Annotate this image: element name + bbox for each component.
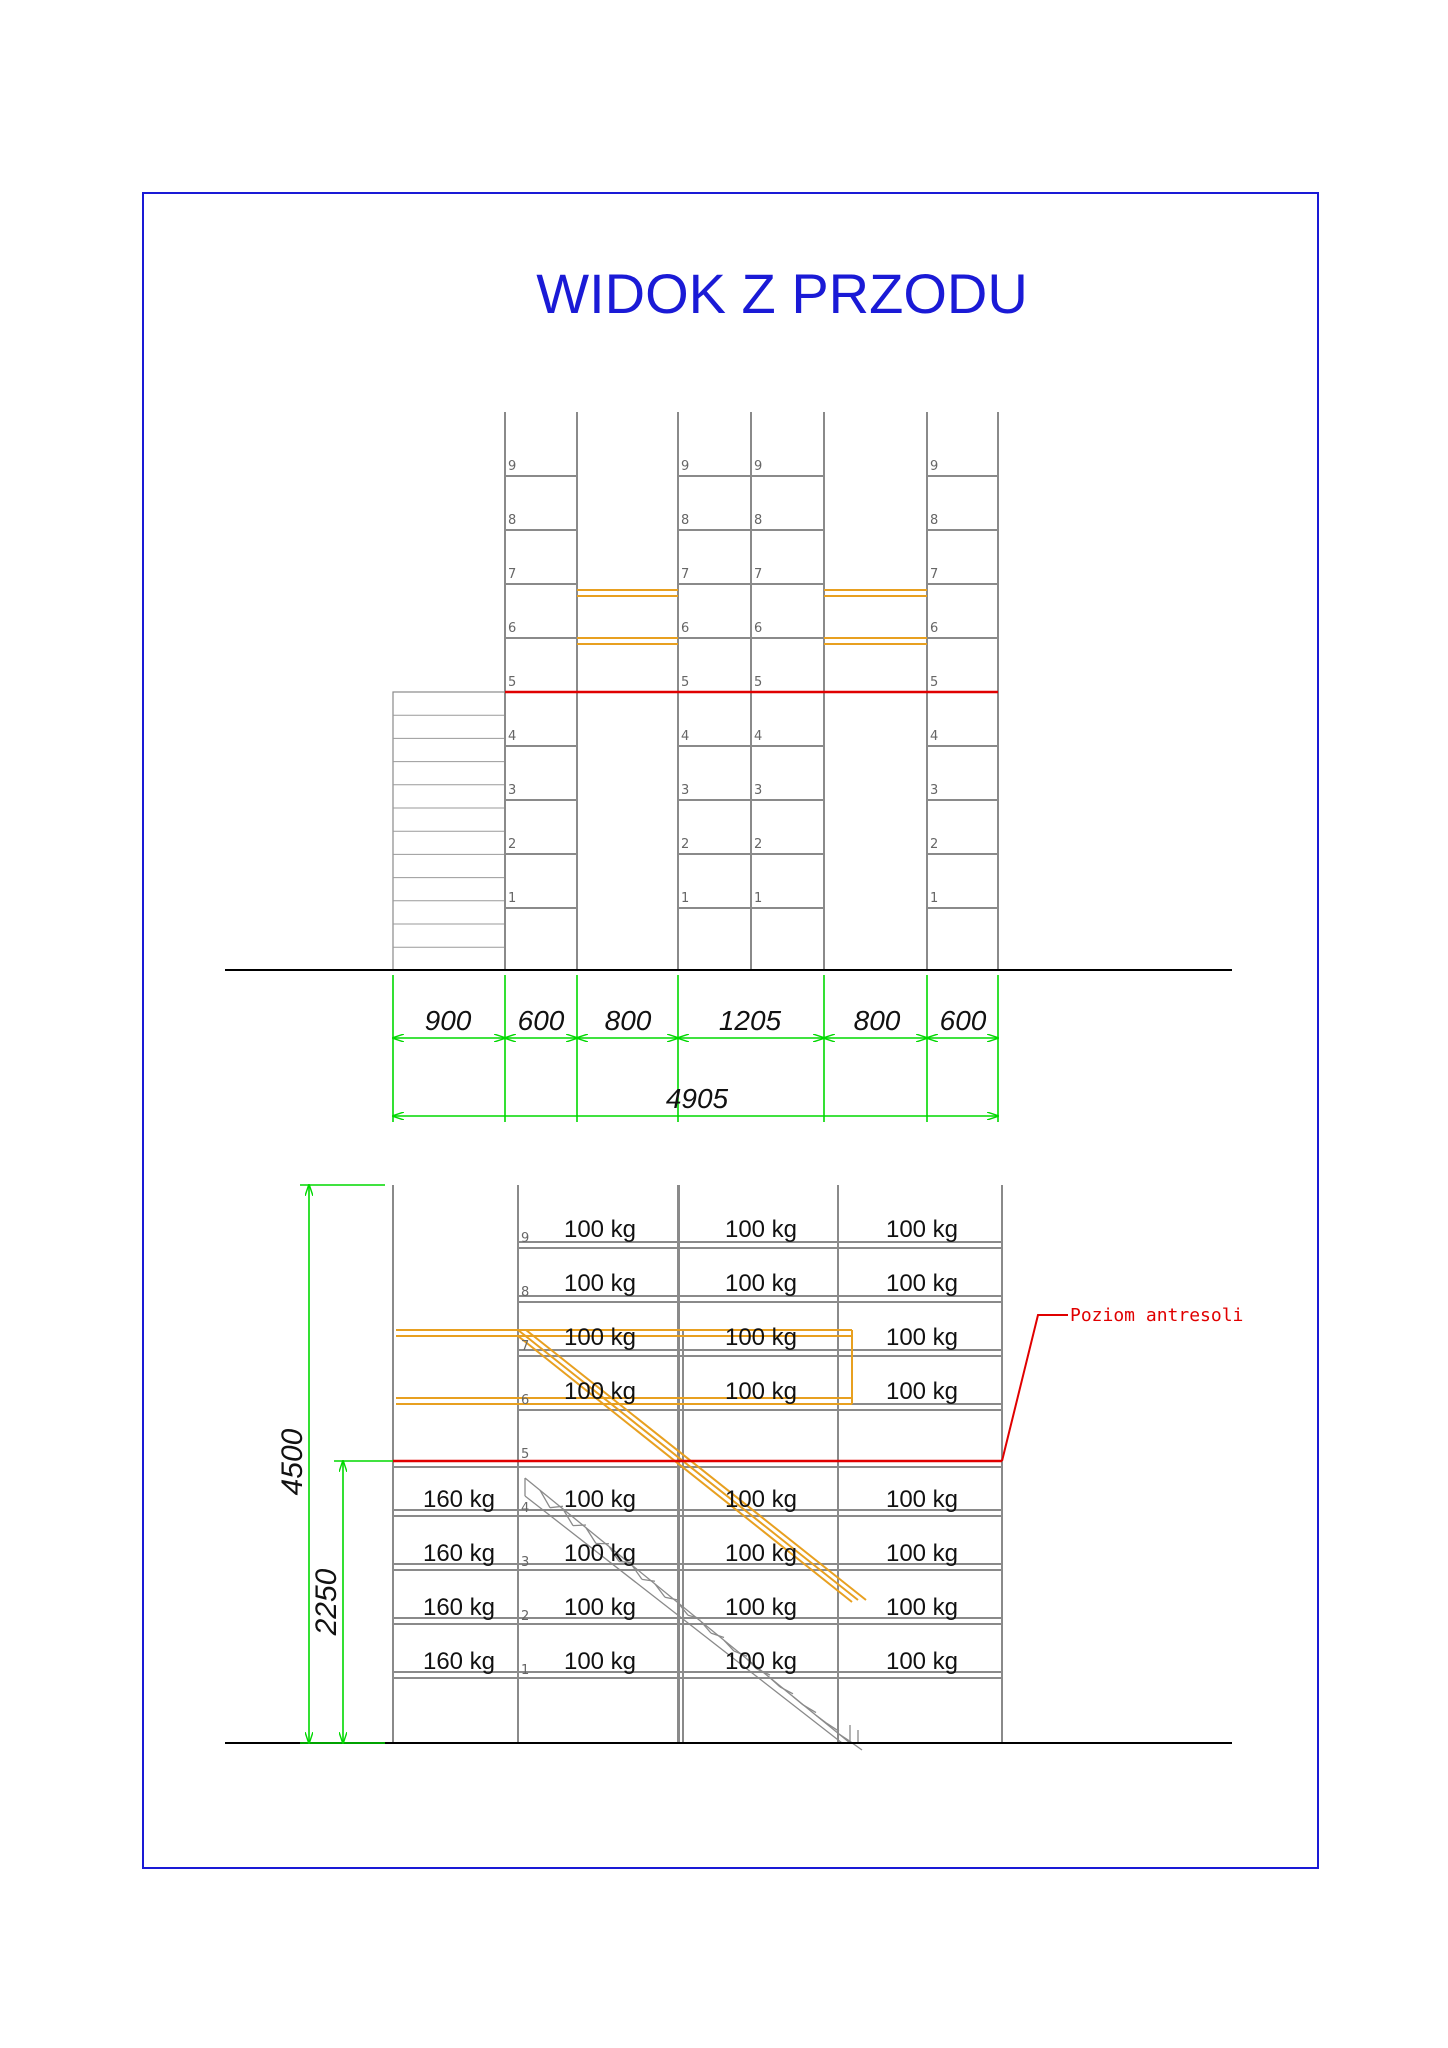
level-number: 7	[930, 567, 939, 582]
dim-total-height: 4500	[276, 1428, 309, 1496]
load-label: 100 kg	[885, 1540, 959, 1567]
load-label: 100 kg	[885, 1216, 959, 1243]
load-label: 100 kg	[724, 1648, 798, 1675]
level-number: 4	[681, 729, 690, 744]
level-number: 5	[930, 675, 939, 690]
stair-tread	[573, 1525, 586, 1526]
level-number: 8	[508, 513, 517, 528]
load-label: 160 kg	[422, 1540, 496, 1567]
dim-bay-1: 900	[424, 1005, 472, 1036]
level-number: 5	[508, 675, 517, 690]
dim-bay-5: 800	[853, 1005, 901, 1036]
load-label: 100 kg	[724, 1594, 798, 1621]
load-label: 100 kg	[563, 1540, 637, 1567]
load-label: 100 kg	[563, 1378, 637, 1405]
mezzanine-label: Poziom antresoli	[1070, 1305, 1244, 1326]
dim-bay-2: 600	[517, 1005, 565, 1036]
level-number: 2	[508, 837, 517, 852]
load-label: 100 kg	[724, 1486, 798, 1513]
level-number: 5	[754, 675, 763, 690]
drawing-title: WIDOK Z PRZODU	[536, 262, 1028, 325]
load-label: 100 kg	[885, 1324, 959, 1351]
load-label: 100 kg	[724, 1540, 798, 1567]
stair-tread	[780, 1687, 793, 1694]
level-number: 7	[508, 567, 517, 582]
level-number: 6	[681, 621, 690, 636]
load-labels	[423, 1216, 958, 1675]
level-number: 2	[681, 837, 690, 852]
stair-tread	[803, 1705, 816, 1713]
load-label: 100 kg	[885, 1270, 959, 1297]
level-number: 1	[521, 1663, 530, 1678]
load-label: 100 kg	[885, 1648, 959, 1675]
load-label: 100 kg	[563, 1324, 637, 1351]
stair-tread	[770, 1678, 780, 1687]
level-number: 3	[754, 783, 763, 798]
side-elevation-view	[225, 1185, 1243, 1750]
dim-mezzanine-height: 2250	[310, 1568, 343, 1636]
level-number: 6	[508, 621, 517, 636]
level-number: 3	[521, 1555, 530, 1570]
load-label: 100 kg	[724, 1270, 798, 1297]
staircase-block	[393, 692, 505, 970]
load-label: 100 kg	[563, 1486, 637, 1513]
mezzanine-leader-line	[1002, 1315, 1068, 1461]
level-number: 9	[521, 1231, 530, 1246]
load-label: 100 kg	[563, 1648, 637, 1675]
stair-tread	[540, 1490, 550, 1507]
level-number: 2	[521, 1609, 530, 1624]
load-label: 100 kg	[724, 1216, 798, 1243]
stair-tread	[816, 1715, 826, 1722]
level-number: 1	[508, 891, 517, 906]
level-number: 5	[681, 675, 690, 690]
dim-bay-4: 1205	[718, 1005, 782, 1036]
level-number: 6	[754, 621, 763, 636]
level-number: 1	[681, 891, 690, 906]
level-number: 4	[754, 729, 763, 744]
front-elevation-view	[225, 412, 1232, 1122]
level-number: 4	[521, 1501, 530, 1516]
level-number: 7	[754, 567, 763, 582]
level-number: 4	[508, 729, 517, 744]
level-number: 8	[521, 1285, 530, 1300]
level-number: 5	[521, 1447, 530, 1462]
load-label: 100 kg	[563, 1216, 637, 1243]
level-number: 6	[930, 621, 939, 636]
load-label: 100 kg	[724, 1378, 798, 1405]
level-number: 1	[930, 891, 939, 906]
level-number: 2	[930, 837, 939, 852]
load-label: 100 kg	[724, 1324, 798, 1351]
load-label: 160 kg	[422, 1648, 496, 1675]
dim-total-width: 4905	[665, 1083, 729, 1114]
load-label: 160 kg	[422, 1594, 496, 1621]
level-number: 1	[754, 891, 763, 906]
stair-tread	[642, 1579, 655, 1581]
level-number: 8	[930, 513, 939, 528]
stair-tread	[793, 1697, 803, 1705]
stair-tread	[711, 1633, 724, 1637]
level-numbers	[521, 1231, 529, 1678]
level-number: 8	[681, 513, 690, 528]
level-number: 6	[521, 1393, 530, 1408]
level-number: 2	[754, 837, 763, 852]
level-number: 9	[681, 459, 690, 474]
level-number: 3	[508, 783, 517, 798]
load-label: 100 kg	[885, 1486, 959, 1513]
level-number: 3	[681, 783, 690, 798]
load-label: 100 kg	[885, 1594, 959, 1621]
load-label: 160 kg	[422, 1486, 496, 1513]
dim-bay-6: 600	[939, 1005, 987, 1036]
level-number: 9	[508, 459, 517, 474]
level-number: 4	[930, 729, 939, 744]
level-number: 7	[681, 567, 690, 582]
dim-bay-3: 800	[604, 1005, 652, 1036]
height-dimensions	[300, 1185, 393, 1743]
stair-tread	[839, 1734, 849, 1741]
level-number: 9	[754, 459, 763, 474]
load-label: 100 kg	[563, 1270, 637, 1297]
level-number: 8	[754, 513, 763, 528]
level-number: 3	[930, 783, 939, 798]
level-number: 7	[521, 1339, 530, 1354]
load-label: 100 kg	[885, 1378, 959, 1405]
level-number: 9	[930, 459, 939, 474]
load-label: 100 kg	[563, 1594, 637, 1621]
